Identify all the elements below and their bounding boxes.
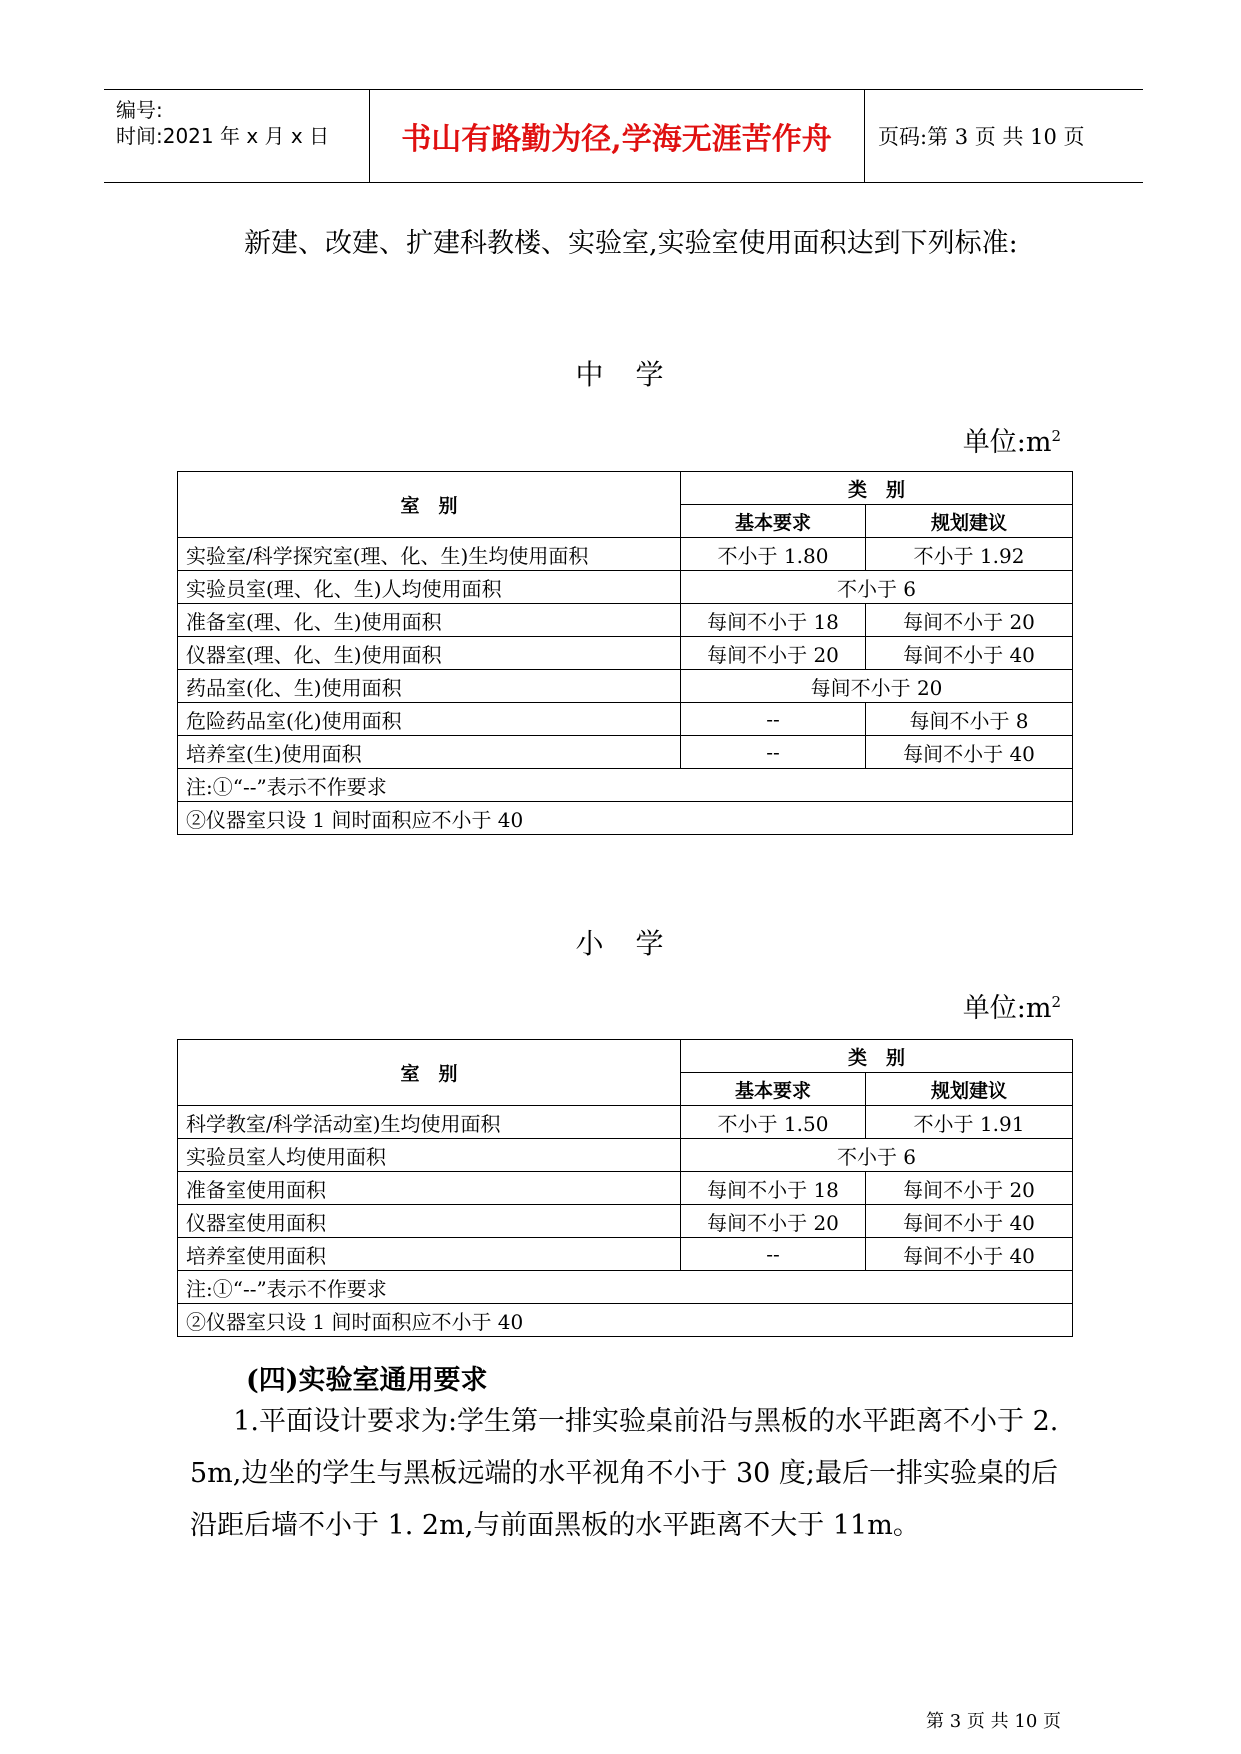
table-note: 注:①“--”表示不作要求: [178, 1271, 1073, 1304]
primary-school-unit: 单位$:m^2$: [962, 993, 1061, 1024]
table-row: 科学教室/科学活动室)生均使用面积 不小于 1.50 不小于 1.91: [178, 1106, 1073, 1139]
header-plan: 规划建议: [866, 1073, 1073, 1106]
header-meta: [104, 90, 370, 182]
middle-school-unit: 单位$:m^2$: [962, 427, 1061, 458]
page-footer: 第 3 页 共 10 页: [926, 1711, 1061, 1732]
table-row: 危险药品室(化)使用面积 -- 每间不小于 8: [178, 703, 1073, 736]
primary-school-title: 小 学: [575, 927, 666, 960]
header-page-info: 页码:第 3 页 共 10 页: [878, 125, 1085, 149]
number-label: 编号:: [116, 98, 163, 122]
table-row: 仪器室(理、化、生)使用面积 每间不小于 20 每间不小于 40: [178, 637, 1073, 670]
intro-paragraph: 新建、改建、扩建科教楼、实验室,实验室使用面积达到下列标准:: [244, 228, 1018, 259]
header-room: 室 别: [178, 1040, 681, 1106]
table-row: 准备室(理、化、生)使用面积 每间不小于 18 每间不小于 20: [178, 604, 1073, 637]
header-basic: 基本要求: [681, 1073, 866, 1106]
section-4-title: (四)实验室通用要求: [246, 1365, 488, 1396]
header-category: 类 别: [681, 472, 1073, 505]
middle-school-table: [177, 471, 1073, 835]
table-row: 准备室使用面积 每间不小于 18 每间不小于 20: [178, 1172, 1073, 1205]
table-note: ②仪器室只设 1 间时面积应不小于 40: [178, 1304, 1073, 1337]
table-row: 药品室(化、生)使用面积 每间不小于 20: [178, 670, 1073, 703]
table-row: 实验员室(理、化、生)人均使用面积 不小于 6: [178, 571, 1073, 604]
table-row: 培养室使用面积 -- 每间不小于 40: [178, 1238, 1073, 1271]
section-4-paragraph: 1.平面设计要求为:学生第一排实验桌前沿与黑板的水平距离不小于 2. 5m,边坐的学生与黑板远端的水平视角不小于 30 度;最后一排实验桌的后沿距后墙不小于 1. 2m,与前面黑板的水平距离不大于 11m。: [190, 1406, 1059, 1541]
table-note: 注:①“--”表示不作要求: [178, 769, 1073, 802]
table-row: 实验员室人均使用面积 不小于 6: [178, 1139, 1073, 1172]
header-category: 类 别: [681, 1040, 1073, 1073]
table-row: 仪器室使用面积 每间不小于 20 每间不小于 40: [178, 1205, 1073, 1238]
table-row: 实验室/科学探究室(理、化、生)生均使用面积 不小于 1.80 不小于 1.92: [178, 538, 1073, 571]
middle-school-title: 中 学: [575, 358, 666, 391]
header-motto: 书山有路勤为径,学海无涯苦作舟: [369, 90, 865, 182]
table-row: 培养室(生)使用面积 -- 每间不小于 40: [178, 736, 1073, 769]
table-note: ②仪器室只设 1 间时面积应不小于 40: [178, 802, 1073, 835]
header-room: 室 别: [178, 472, 681, 538]
time-label: 时间:2021 年 x 月 x 日: [116, 124, 330, 148]
page-header: [104, 89, 1143, 183]
header-basic: 基本要求: [681, 505, 866, 538]
primary-school-table: [177, 1039, 1073, 1337]
header-plan: 规划建议: [866, 505, 1073, 538]
